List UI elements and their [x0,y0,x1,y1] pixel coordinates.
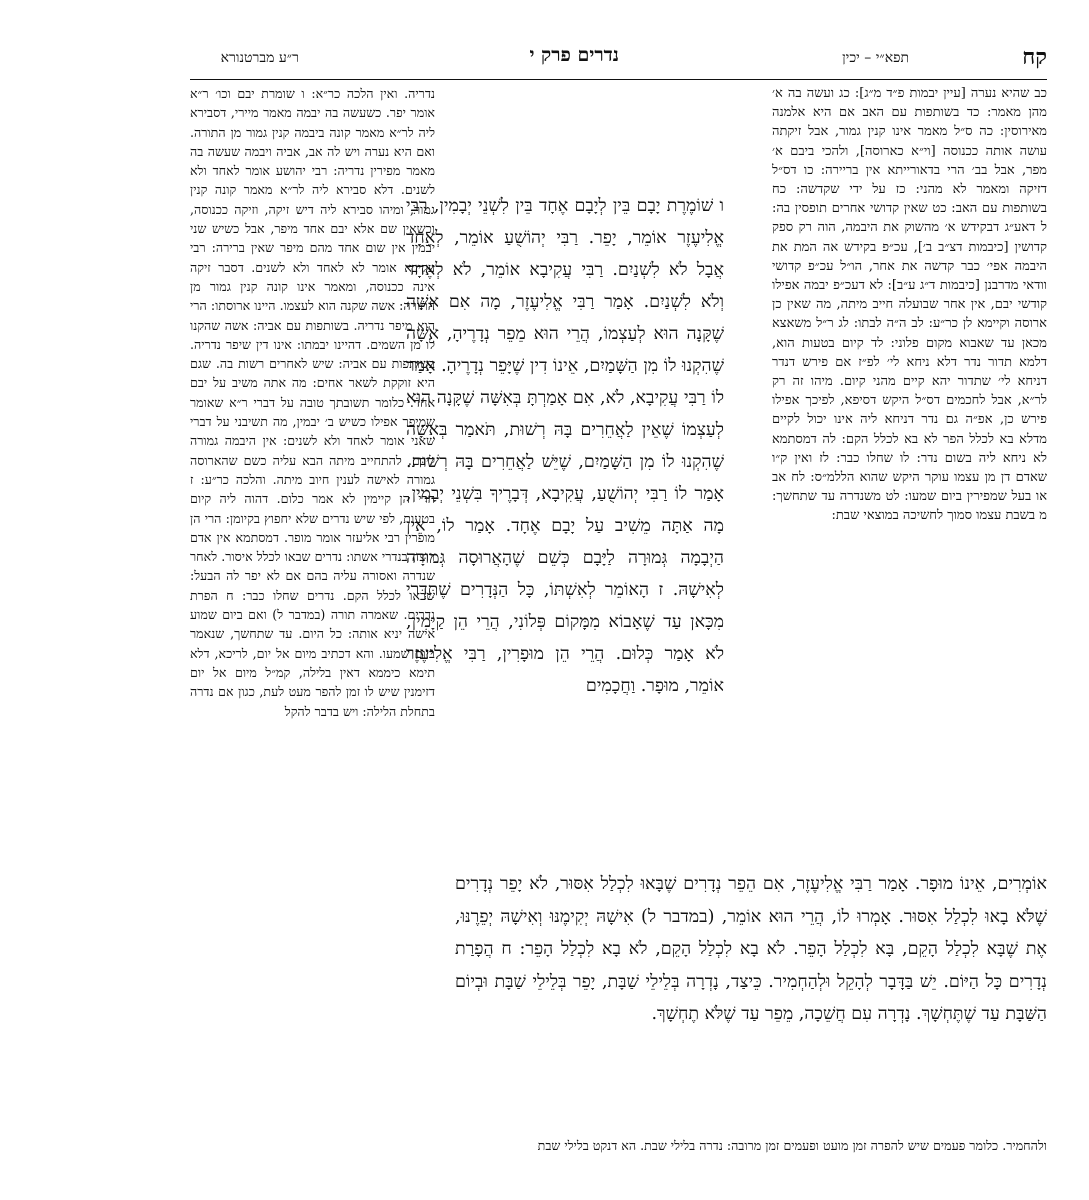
mishnah-wide-text: אוֹמְרִים, אֵינוֹ מוּפָר. אָמַר רַבִּי אֱלִיעֶזֶר, אִם הֵפֵר נְדָרִים שֶׁבָּאוּ לִכְלַל אִסּוּר, לֹא יָפֵר נְדָרִים שֶׁלֹּא בָאוּ לִכְלַל אִסּוּר. אָמְרוּ לוֹ, הֲרֵי הוּא אוֹמֵר, (במדבר ל) אִישָׁהּ יְקִימֶנּוּ וְאִישָׁהּ יְפֵרֶנּוּ, אֶת שֶׁבָּא לִכְלַל הָקֵם, בָּא לִכְלַל הָפֵר. לֹא בָא לִכְלַל הָקֵם, לֹא בָא לִכְלַל הָפֵר: ח הֲפָרַת נְדָרִים כָּל הַיּוֹם. יֵשׁ בַּדָּבָר לְהָקֵל וּלְהַחְמִיר. כֵּיצַד, נָדְרָה בְּלֵילֵי שַׁבָּת, יָפֵר בְּלֵילֵי שַׁבָּת וּבְיוֹם הַשַּׁבָּת עַד שֶׁתֶּחְשָׁךְ. נָדְרָה עִם חֲשֵׁכָה, מֵפֵר עַד שֶׁלֹּא תֶחְשָׁךְ. [455,874,1047,1024]
mishnah-column [406,190,724,858]
tiferet-yisrael-text: כב שהיא נערה [עיין יבמות פ״ד מ״ג]: כג ועשה בה א׳ מהן מאמר: כד בשותפות עם האב אם היא אלמנה מאירוסין: כה ס״ל מאמר אינו קנין גמור, אבל זיקתה עושה אותה ככנוסה [וי״א כארוסה], ולהכי ביבם א׳ מפר, אבל בב׳ הרי בדאורייתא אין בריירה: כו דס״ל דזיקה ומאמר לא מהני: כז על ידי שקדשה: כח בשותפות עם האב: כט שאין קדושי אחרים תופסין בה: ל דאע״ג דבקידש א׳ מהשוק את היבמה, הוה רק ספק קדושין [כיבמות דצ״ב ב׳], עכ״פ בקידש אה המת את היבמה אפי׳ כבר קדשה את אחר, הו״ל עכ״פ קדושי וודאי מדרבנן [כיבמות ד״ג ע״ב]: לא דעכ״פ יבמה אפילו קודשי יבם, אין אחר שבועלה חייב מיתה, מה שאין כן ארוסה וקיימא לן כר״ע: לב ה״ה לבתו: לג ר״ל משאצא מכאן עד שאבוא מקום פלוני: לד קיום בטעות הוא, דלמא תדור נדר דלא ניחא לי׳ לפ״ז אם פירש דנדר דניחא לי׳ שתדור יהא קיים מהני קיום. מיהו זה רק לר״א, אבל לחכמים דס״ל היקש דסיפא, לפיכך אפילו פירש כן, אפ״ה גם נדר דניחא ליה אינו יכול לקיים מדלא בא לכלל הפר לא בא לכלל הקם: לה דמסתמא לא ניחא ליה בשום נדר: לו שחלו כבר: לז ואין ק״ו שאדם דן מן עצמו עוקר היקש שהוא הללמ״ס: לח אב או בעל שמפירין ביום שמעו: לט משנדרה עד שתחשך: מ בשבת עצמו סמוך לחשיכה במוצאי שבת: [772,86,1047,524]
bartenura-text: נדריה. ואין הלכה כר״א: ו שומרת יבם וכו׳ ר״א אומר יפר. כשעשה בה יבמה מאמר מיירי, דסבירא ליה לר״א מאמר קונה ביבמה קנין גמור מן התורה. ואם היא נערה ויש לה אב, אביה ויבמה שעשה בה מאמר מפירין נדריה: רבי יהושע אומר לאחד ולא לשנים. דלא סבירא ליה לר״א מאמר קונה קנין גמור, ומיהו סבירא ליה דיש זיקה, וזיקה ככנוסה, וכשאין שם אלא יבם אחד מיפר, אבל כשיש שני יבמין אין שום אחד מהם מיפר שאין ברירה: רבי עקיבא אומר לא לאחד ולא לשנים. דסבר זיקה אינה ככנוסה, ומאמר אינו קונה קנין גמור מן התורה: אשה שקנה הוא לעצמו. היינו ארוסתו: הרי הוא מיפר נדריה. בשותפות עם אביה: אשה שהקנו לו מן השמים. דהיינו יבמתו: אינו דין שיפר נדריה. בשותפות עם אביה: שיש לאחרים רשות בה. שגם היא זוקקת לשאר אחים: מה אתה משיב על יבם אחד. כלומר תשובתך טובה על דברי ר״א שאומר שמיפר אפילו כשיש ב׳ יבמין, מה תשיבני על דברי שאני אומר לאחד ולא לשנים: אין היבמה גמורה ליבם. להתחייב מיתה הבא עליה כשם שהארוסה גמורה לאישה לענין חיוב מיתה. והלכה כר״ע: ז הרי הן קיימין לא אמר כלום. דהוה ליה קיום בטעות, לפי שיש נדרים שלא יחפוץ בקיומן: הרי הן מופרין רבי אליעזר אומר מופר. דמסתמא אין אדם רוצה בנדרי אשתו: נדרים שבאו לכלל איסור. לאחר שנדרה ואסורה עליה בהם אם לא יפר לה הבעל: שבאו לכלל הקם. נדרים שחלו כבר: ח הפרת נדרים. שאמרה תורה (במדבר ל) ואם ביום שמוע אישה יניא אותה: כל היום. עד שתחשך, שנאמר ביום שמעו. והא דכתיב מיום אל יום, לריכא, דלא תימא כיממא דאין בלילה, קמ״ל מיום אל יום דזימנין שיש לו זמן להפר מעט לעת, כגון אם נדרה בתחלת הלילה: ויש בדבר להקל [190,86,435,719]
mishnah-text: ו שׁוֹמֶרֶת יָבָם בֵּין לְיָבָם אֶחָד בֵּין לִשְׁנֵי יְבָמִין, רַבִּי אֱלִיעֶזֶר אוֹמֵר, יָפֵר. רַבִּי יְהוֹשֻׁעַ אוֹמֵר, לְאֶחָד אֲבָל לֹא לִשְׁנַיִם. רַבִּי עֲקִיבָא אוֹמֵר, לֹא לְאֶחָד וְלֹא לִשְׁנַיִם. אָמַר רַבִּי אֱלִיעֶזֶר, מָה אִם אִשָּׁה שֶׁקָּנָה הוּא לְעַצְמוֹ, הֲרֵי הוּא מֵפֵר נְדָרֶיהָ, אִשָּׁה שֶׁהִקְנוּ לוֹ מִן הַשָּׁמַיִם, אֵינוֹ דִין שֶׁיָּפֵר נְדָרֶיהָ. אָמַר לוֹ רַבִּי עֲקִיבָא, לֹא, אִם אָמַרְתָּ בְּאִשָּׁה שֶׁקָּנָה הוּא לְעַצְמוֹ שֶׁאֵין לַאֲחֵרִים בָּהּ רְשׁוּת, תֹּאמַר בְּאִשָּׁה שֶׁהִקְנוּ לוֹ מִן הַשָּׁמַיִם, שֶׁיֵּשׁ לַאֲחֵרִים בָּהּ רְשׁוּת. אָמַר לוֹ רַבִּי יְהוֹשֻׁעַ, עֲקִיבָא, דְּבָרֶיךָ בִּשְׁנֵי יְבָמִין, מָה אַתָּה מֵשִׁיב עַל יָבָם אֶחָד. אָמַר לוֹ, אֵין הַיְבָמָה גְּמוּרָה לַיָּבָם כְּשֵׁם שֶׁהָאֲרוּסָה גְּמוּרָה לְאִישָׁהּ. ז הָאוֹמֵר לְאִשְׁתּוֹ, כָּל הַנְּדָרִים שֶׁתִּדְּרִי מִכָּאן עַד שֶׁאָבוֹא מִמָּקוֹם פְּלוֹנִי, הֲרֵי הֵן קַיָּמִין, לֹא אָמַר כְּלוּם. הֲרֵי הֵן מוּפָרִין, רַבִּי אֱלִיעֶזֶר אוֹמֵר, מוּפָר. וַחֲכָמִים [406,196,724,696]
tractate-chapter-title: נדרים פרק י [529,44,619,66]
seif-range: תפא״י – יכין [842,50,909,66]
commentary-name: ר״ע מברטנורא [220,50,299,66]
mishnah-wide-block [455,868,1047,1138]
header-rule [190,79,1047,80]
page-letter: קח [1022,44,1047,70]
bartenura-column [190,84,435,1114]
tiferet-yisrael-column [772,84,1047,854]
bartenura-bottom-line: ולהחמיר. כלומר פעמים שיש להפרה זמן מועט ופעמים זמן מרובה: נדרה בלילי שבת. הא דנקט בלילי שבת [537,1138,1047,1153]
